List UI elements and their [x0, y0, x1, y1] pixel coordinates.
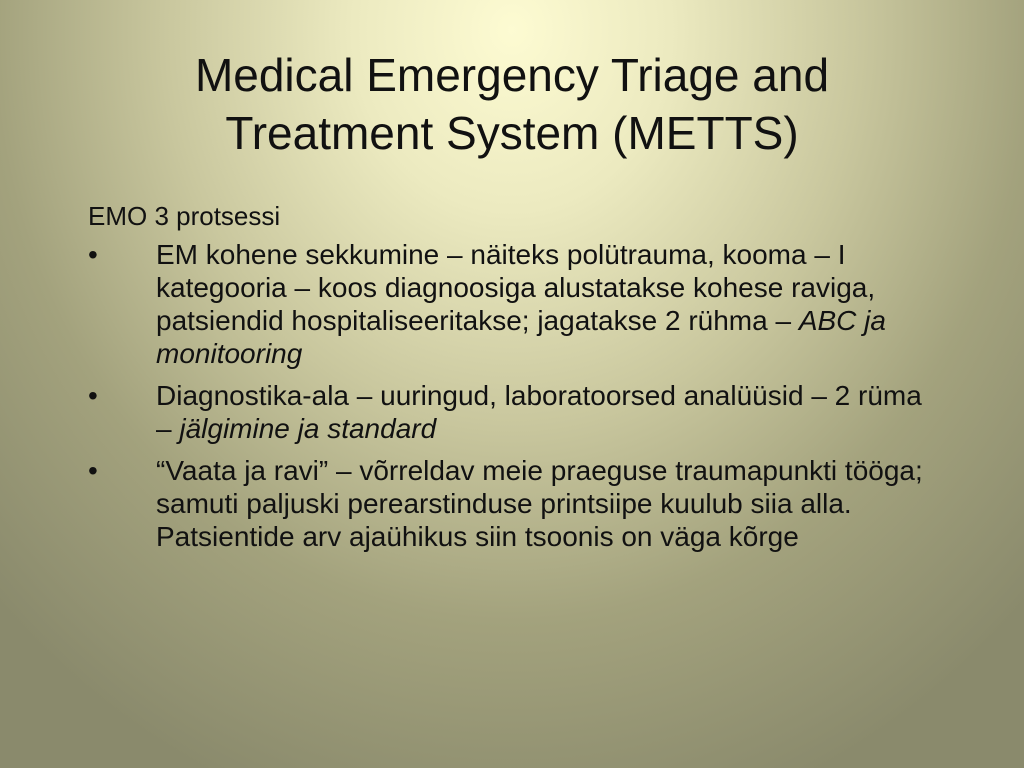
bullet-icon: • [88, 239, 98, 270]
bullet-list [88, 238, 928, 553]
bullet-item-3 [88, 454, 926, 553]
bullet-italic-text: ABC ja monitooring [156, 305, 886, 369]
bullet-item-1 [88, 238, 926, 370]
bullet-italic-text: jälgimine ja standard [179, 413, 437, 444]
slide-body [88, 200, 928, 562]
bullet-icon: • [88, 380, 98, 411]
title-line-1: Medical Emergency Triage and [194, 49, 830, 101]
bullet-text: EM kohene sekkumine – näiteks polütrauma, kooma – I kategooria – koos diagnoosiga alustatakse kohese raviga, patsiendid hospitaliseeritakse; jagatakse 2 rühma – [156, 239, 876, 336]
bullet-text: Diagnostika-ala – uuringud, laboratoorsed analüüsid – 2 rüma – [156, 380, 922, 444]
bullet-text: “Vaata ja ravi” – võrreldav meie praeguse traumapunkti tööga; samuti paljuski perearstinduse printsiipe kuulub siia alla. Patsientide arv ajaühikus siin tsoonis on väga kõrge [156, 455, 923, 552]
bullet-icon: • [88, 455, 98, 486]
slide-title [60, 46, 964, 162]
bullet-item-2 [88, 379, 926, 445]
title-line-2: Treatment System (METTS) [225, 107, 799, 159]
subheading: EMO 3 protsessi [88, 201, 281, 231]
